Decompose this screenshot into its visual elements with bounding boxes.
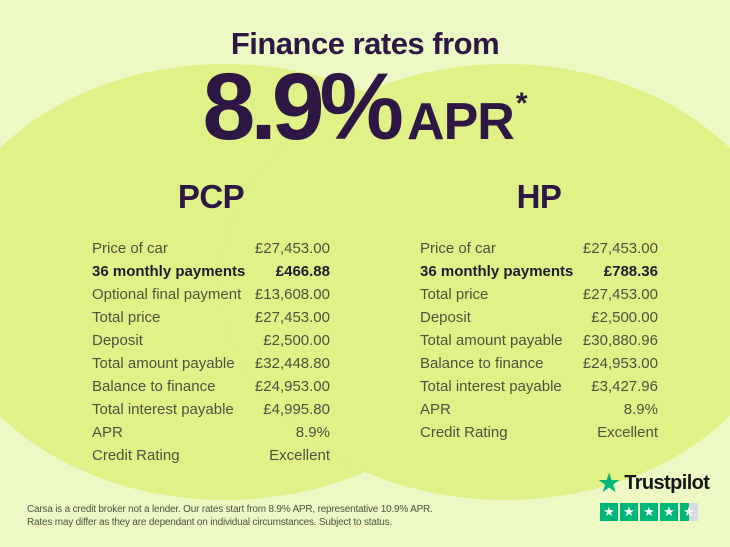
table-row bbox=[420, 260, 658, 283]
row-label: 36 monthly payments bbox=[92, 263, 246, 280]
rating-star-box bbox=[620, 503, 638, 521]
table-row bbox=[92, 283, 330, 306]
trustpilot-logo bbox=[597, 470, 709, 497]
row-label: Balance to finance bbox=[420, 355, 544, 372]
star-icon: ★ bbox=[623, 504, 635, 519]
rating-star-box bbox=[660, 503, 678, 521]
row-label: APR bbox=[92, 424, 123, 441]
disclaimer-line-2: Rates may differ as they are dependant on individual circumstances. Subject to status. bbox=[27, 517, 393, 528]
row-label: Price of car bbox=[92, 240, 168, 257]
row-value: £30,880.96 bbox=[582, 332, 658, 349]
table-row bbox=[92, 398, 330, 421]
row-label: Total interest payable bbox=[92, 401, 234, 418]
table-row bbox=[92, 421, 330, 444]
row-value: £4,995.80 bbox=[263, 401, 330, 418]
table-row bbox=[92, 352, 330, 375]
row-value: £2,500.00 bbox=[263, 332, 330, 349]
rating-star-box bbox=[600, 503, 618, 521]
row-label: Price of car bbox=[420, 240, 496, 257]
row-value: £27,453.00 bbox=[582, 286, 658, 303]
table-row bbox=[420, 421, 658, 444]
row-label: Deposit bbox=[92, 332, 143, 349]
disclaimer-line-1: Carsa is a credit broker not a lender. Our rates start from 8.9% APR, representative 10.9% APR. bbox=[27, 504, 433, 515]
table-rows bbox=[420, 237, 658, 444]
rating-star-box bbox=[640, 503, 658, 521]
row-value: £27,453.00 bbox=[582, 240, 658, 257]
star-icon: ★ bbox=[603, 504, 615, 519]
table-row bbox=[420, 352, 658, 375]
apr-asterisk: * bbox=[515, 87, 528, 120]
row-value: 8.9% bbox=[295, 424, 330, 441]
rating-star-box bbox=[680, 503, 698, 521]
row-value: £3,427.96 bbox=[591, 378, 658, 395]
row-value: £13,608.00 bbox=[254, 286, 330, 303]
table-row bbox=[92, 375, 330, 398]
row-label: Optional final payment bbox=[92, 286, 242, 303]
row-label: Total interest payable bbox=[420, 378, 562, 395]
row-label: Total price bbox=[92, 309, 161, 326]
trustpilot-wordmark: Trustpilot bbox=[624, 472, 710, 494]
pcp-finance-table bbox=[92, 180, 330, 467]
table-row bbox=[92, 237, 330, 260]
row-label: Total price bbox=[420, 286, 489, 303]
row-value: £27,453.00 bbox=[254, 309, 330, 326]
rate-value: 8.9% bbox=[202, 54, 400, 160]
row-label: Balance to finance bbox=[92, 378, 216, 395]
table-row bbox=[420, 329, 658, 352]
row-label: 36 monthly payments bbox=[420, 263, 574, 280]
table-row bbox=[420, 237, 658, 260]
table-row bbox=[420, 283, 658, 306]
star-icon: ★ bbox=[643, 504, 655, 519]
trustpilot-stars bbox=[600, 503, 709, 521]
row-value: £788.36 bbox=[603, 263, 658, 280]
row-label: Total amount payable bbox=[92, 355, 235, 372]
row-value: £27,453.00 bbox=[254, 240, 330, 257]
row-value: £466.88 bbox=[275, 263, 330, 280]
table-row bbox=[92, 329, 330, 352]
trustpilot-star-icon: ★ bbox=[597, 468, 622, 498]
table-row bbox=[92, 306, 330, 329]
row-label: Credit Rating bbox=[92, 447, 180, 464]
row-label: Total amount payable bbox=[420, 332, 563, 349]
row-value: 8.9% bbox=[623, 401, 658, 418]
table-title: HP bbox=[516, 178, 562, 215]
row-value: £2,500.00 bbox=[591, 309, 658, 326]
row-label: Credit Rating bbox=[420, 424, 508, 441]
table-title: PCP bbox=[177, 178, 245, 215]
table-row bbox=[420, 306, 658, 329]
row-value: £24,953.00 bbox=[582, 355, 658, 372]
row-value: £24,953.00 bbox=[254, 378, 330, 395]
row-value: Excellent bbox=[597, 424, 658, 441]
promo-title: Finance rates from bbox=[230, 26, 500, 61]
hp-finance-table bbox=[420, 180, 658, 444]
table-row bbox=[92, 260, 330, 283]
headline-rate bbox=[0, 54, 730, 160]
row-label: Deposit bbox=[420, 309, 471, 326]
table-row bbox=[92, 444, 330, 467]
table-row bbox=[420, 375, 658, 398]
legal-disclaimer bbox=[27, 503, 433, 529]
star-icon: ★ bbox=[663, 504, 675, 519]
star-icon: ★ bbox=[683, 504, 695, 519]
row-value: Excellent bbox=[269, 447, 330, 464]
row-value: £32,448.80 bbox=[254, 355, 330, 372]
row-label: APR bbox=[420, 401, 451, 418]
table-row bbox=[420, 398, 658, 421]
table-rows bbox=[92, 237, 330, 467]
apr-label: APR bbox=[407, 93, 514, 151]
trustpilot-badge bbox=[597, 470, 709, 521]
